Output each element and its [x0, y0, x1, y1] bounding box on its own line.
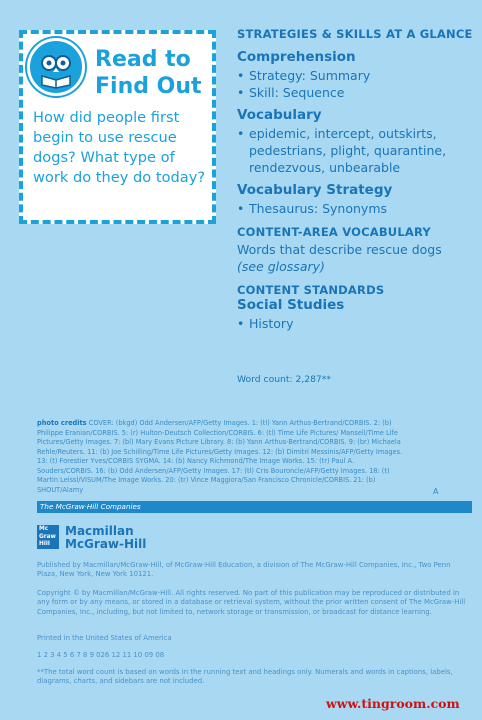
strategies-skills-panel: [237, 27, 473, 332]
logo-text: Mc: [39, 526, 49, 532]
word-count-footnote: **The total word count is based on words in the running text and headings only. Numerals and words in captions, labels, diagrams, charts, and sidebars are not included.: [37, 668, 453, 686]
owl-reading-icon: [27, 38, 85, 96]
vocabulary-strategy-item: • Thesaurus: Synonyms: [237, 200, 473, 217]
mcgraw-hill-logo: [37, 525, 59, 549]
social-studies-heading: Social Studies: [237, 297, 345, 313]
level-letter: A: [433, 487, 439, 496]
guiding-question: How did people first begin to use rescue dogs? What type of work do they do today?: [33, 109, 206, 186]
content-standards-item: • History: [237, 315, 473, 332]
watermark: www.tingroom.com: [326, 696, 460, 711]
title-line-2: Find Out: [95, 74, 202, 99]
publisher-name: [65, 525, 146, 551]
publisher-name-line-2: McGraw-Hill: [65, 537, 147, 551]
printed-in: Printed in the United States of America: [37, 634, 172, 642]
vocabulary-words: • epidemic, intercept, outskirts, pedestrians, plight, quarantine, rendezvous, unbearable: [237, 125, 473, 176]
copyright-notice: Copyright © by Macmillan/McGraw-Hill. All rights reserved. No part of this publication may be reproduced or distributed in any form or by any means, or stored in a database or retrieval system, without the prior written consent of The McGraw-Hill Companies, Inc., including, but not limited to, network storage or transmission, or broadcast for distance learning.: [37, 589, 466, 616]
strategies-header: STRATEGIES & SKILLS AT A GLANCE: [237, 27, 473, 41]
content-area-text: Words that describe rescue dogs: [237, 242, 442, 257]
vocabulary-heading: Vocabulary: [237, 107, 322, 123]
publisher-name-line-1: Macmillan: [65, 524, 134, 538]
content-standards-heading: CONTENT STANDARDS: [237, 283, 385, 297]
mcgraw-hill-banner: The McGraw·Hill Companies: [37, 501, 472, 513]
comprehension-item: • Strategy: Summary: [237, 67, 473, 84]
word-count: Word count: 2,287**: [237, 374, 331, 385]
title-line-1: Read to: [95, 47, 191, 72]
comprehension-heading: Comprehension: [237, 49, 356, 65]
published-by: Published by Macmillan/McGraw-Hill, of McGraw-Hill Education, a division of The McGraw-Hill Companies, Inc., Two Penn Plaza, New York, New York 10121.: [37, 561, 451, 579]
read-to-find-out-box: [19, 30, 216, 224]
comprehension-item: • Skill: Sequence: [237, 84, 473, 101]
vocabulary-strategy-heading: Vocabulary Strategy: [237, 182, 393, 198]
content-area-heading: CONTENT-AREA VOCABULARY: [237, 225, 431, 239]
owl-reading-svg: [30, 41, 82, 93]
read-to-find-out-title: [95, 46, 215, 100]
photo-credits-text: COVER: (bkgd) Odd Andersen/AFP/Getty Images. 1: (tl) Yann Arthus-Bertrand/CORBIS. 2: (b) Philippe Eranian/CORBIS. 5: (r) Hulton-Deutsch Collection/CORBIS. 6: (tl) Time Life Pictures/ Mansell/Time Life Pictures/Getty Images. 7: (bl) Mary Evans Picture Library. 8: (b) Yann Arthus-Bertrand/CORBIS. 9: (br) Michaela Rehle/Reuters. 11: (b) Joe Schilling/Time Life Pictures/Getty Images. 12: (b) Dimitri Messinis/AFP/Getty Images. 13: (t) Forestier Yves/CORBIS SYGMA. 14: (b) Nancy Richmond/The Image Works. 15: (tr) Paul A. Souders/CORBIS. 16: (b) Odd Andersen/AFP/Getty Images. 17: (tl) Cris Bouroncle/AFP/Getty Images. 18: (t) Martin Leissl/VISUM/The Image Works. 20: (tr) Vince Maggiora/San Francisco Chronicle/CORBIS. 21: (b) SHOUT/Alamy: [37, 419, 403, 494]
content-area-note: (see glossary): [237, 259, 325, 274]
print-numbers: 1 2 3 4 5 6 7 8 9 026 12 11 10 09 08: [37, 651, 165, 659]
photo-credits: [37, 419, 407, 495]
logo-text: Graw: [39, 533, 56, 540]
photo-credits-label: photo credits: [37, 419, 87, 427]
logo-text: Hill: [39, 541, 50, 548]
